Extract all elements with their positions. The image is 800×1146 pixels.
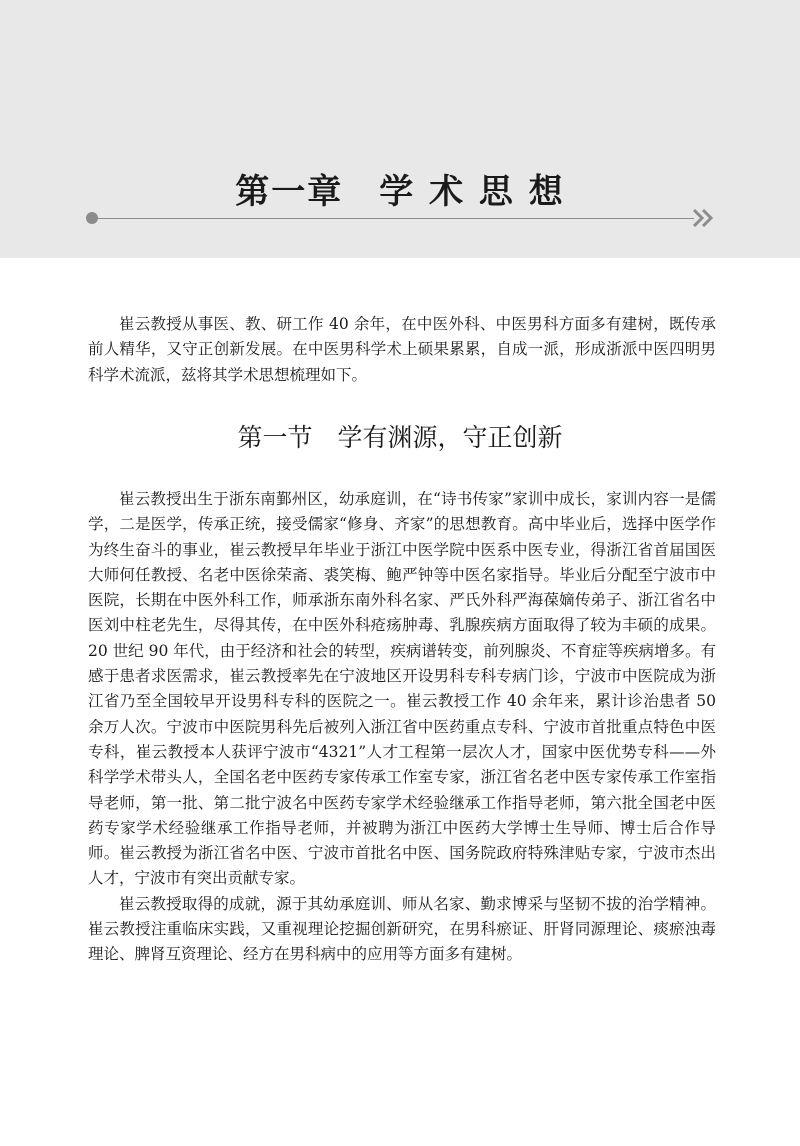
chapter-header bbox=[0, 0, 800, 258]
chapter-title: 第一章 学 术 思 想 bbox=[235, 172, 565, 212]
double-chevron-right-icon bbox=[692, 207, 716, 229]
dot-icon bbox=[86, 212, 98, 224]
body-paragraph: 崔云教授取得的成就，源于其幼承庭训、师从名家、勤求博采与坚韧不拔的治学精神。崔云教授注重临床实践，又重视理论挖掘创新研究，在男科瘀证、肝肾同源理论、痰瘀浊毒理论、脾肾互资理论、经方在男科病中的应用等方面多有建树。 bbox=[88, 894, 716, 964]
divider-line bbox=[94, 218, 694, 219]
intro-text bbox=[88, 312, 716, 388]
intro-paragraph: 崔云教授从事医、教、研工作 40 余年，在中医外科、中医男科方面多有建树，既传承前人精华，又守正创新发展。在中医男科学术上硕果累累，自成一派，形成浙派中医四明男科学术流派，兹将其学术思想梳理如下。 bbox=[88, 315, 716, 384]
section-title: 第一节 学有渊源，守正创新 bbox=[237, 423, 563, 452]
body-paragraph: 崔云教授出生于浙东南鄞州区，幼承庭训，在“诗书传家”家训中成长，家训内容一是儒学，二是医学，传承正统，接受儒家“修身、齐家”的思想教育。高中毕业后，选择中医学作为终生奋斗的事业，崔云教授早年毕业于浙江中医学院中医系中医专业，得浙江省首届国医大师何任教授、名老中医徐荣斋、裘笑梅、鲍严钟等中医名家指导。毕业后分配至宁波市中医院，长期在中医外科工作，师承浙东南外科名家、严氏外科严海葆嫡传弟子、浙江省名中医刘中柱老先生，尽得其传，在中医外科疮疡肿毒、乳腺疾病方面取得了较为丰硕的成果。20 世纪 90 年代，由于经济和社会的转型，疾病谱转变，前列腺炎、不育症等疾病增多。有感于患者求医需求，崔云教授率先在宁波地区开设男科专科专病门诊，宁波市中医院成为浙江省乃至全国较早开设男科专科的医院之一。崔云教授工作 40 余年来，累计诊治患者 50 余万人次。宁波市中医院男科先后被列入浙江省中医药重点专科、宁波市首批重点特色中医专科，崔云教授本人获评宁波市“4321”人才工程第一层次人才，国家中医优势专科——外科学学术带头人，全国名老中医药专家传承工作室专家，浙江省名老中医专家传承工作室指导老师，第一批、第二批宁波名中医药专家学术经验继承工作指导老师，第六批全国老中医药专家学术经验继承工作指导老师，并被聘为浙江中医药大学博士生导师、博士后合作导师。崔云教授为浙江省名中医、宁波市首批名中医、国务院政府特殊津贴专家，宁波市杰出人才，宁波市有突出贡献专家。 bbox=[88, 490, 716, 888]
section-body bbox=[88, 487, 716, 968]
